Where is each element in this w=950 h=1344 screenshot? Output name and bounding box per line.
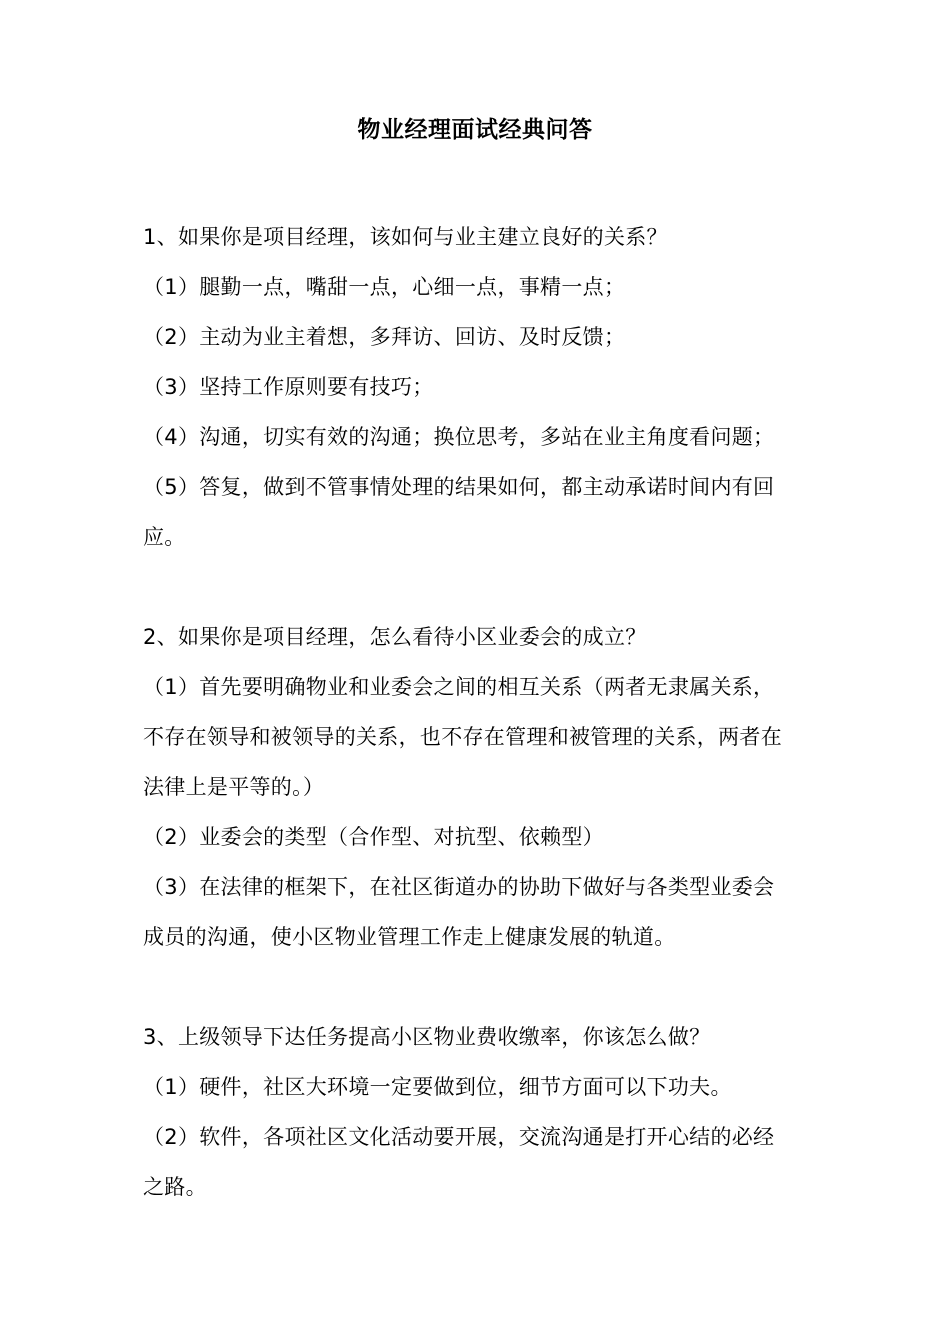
answer-line: 之路。 <box>143 1175 207 1199</box>
answer-line: （3）坚持工作原则要有技巧； <box>143 375 434 399</box>
question-1: 1、如果你是项目经理，该如何与业主建立良好的关系？ <box>143 225 668 249</box>
answer-line: （5）答复，做到不管事情处理的结果如何，都主动承诺时间内有回 <box>143 475 775 499</box>
qa-section-3 <box>143 1012 813 1212</box>
answer-line: （1）腿勤一点，嘴甜一点，心细一点，事精一点； <box>143 275 626 299</box>
answer-line: （2）业委会的类型（合作型、对抗型、依赖型） <box>143 825 604 849</box>
qa-section-2 <box>143 612 813 962</box>
answer-line: （4）沟通，切实有效的沟通；换位思考，多站在业主角度看问题； <box>143 425 775 449</box>
answer-line: （2）主动为业主着想，多拜访、回访、及时反馈； <box>143 325 626 349</box>
qa-section-1 <box>143 212 813 562</box>
document-body <box>143 212 813 1212</box>
answer-line: 不存在领导和被领导的关系，也不存在管理和被管理的关系，两者在 <box>143 725 782 749</box>
answer-line: 应。 <box>143 525 186 549</box>
answer-line: （1）首先要明确物业和业委会之间的相互关系（两者无隶属关系， <box>143 675 775 699</box>
question-3: 3、上级领导下达任务提高小区物业费收缴率，你该怎么做？ <box>143 1025 711 1049</box>
answer-line: 成员的沟通，使小区物业管理工作走上健康发展的轨道。 <box>143 925 676 949</box>
answer-line: （2）软件，各项社区文化活动要开展，交流沟通是打开心结的必经 <box>143 1125 775 1149</box>
answer-line: （3）在法律的框架下，在社区街道办的协助下做好与各类型业委会 <box>143 875 775 899</box>
question-2: 2、如果你是项目经理，怎么看待小区业委会的成立？ <box>143 625 647 649</box>
document-title: 物业经理面试经典问答 <box>357 117 593 143</box>
answer-line: （1）硬件，社区大环境一定要做到位，细节方面可以下功夫。 <box>143 1075 732 1099</box>
answer-line: 法律上是平等的。） <box>143 775 325 799</box>
